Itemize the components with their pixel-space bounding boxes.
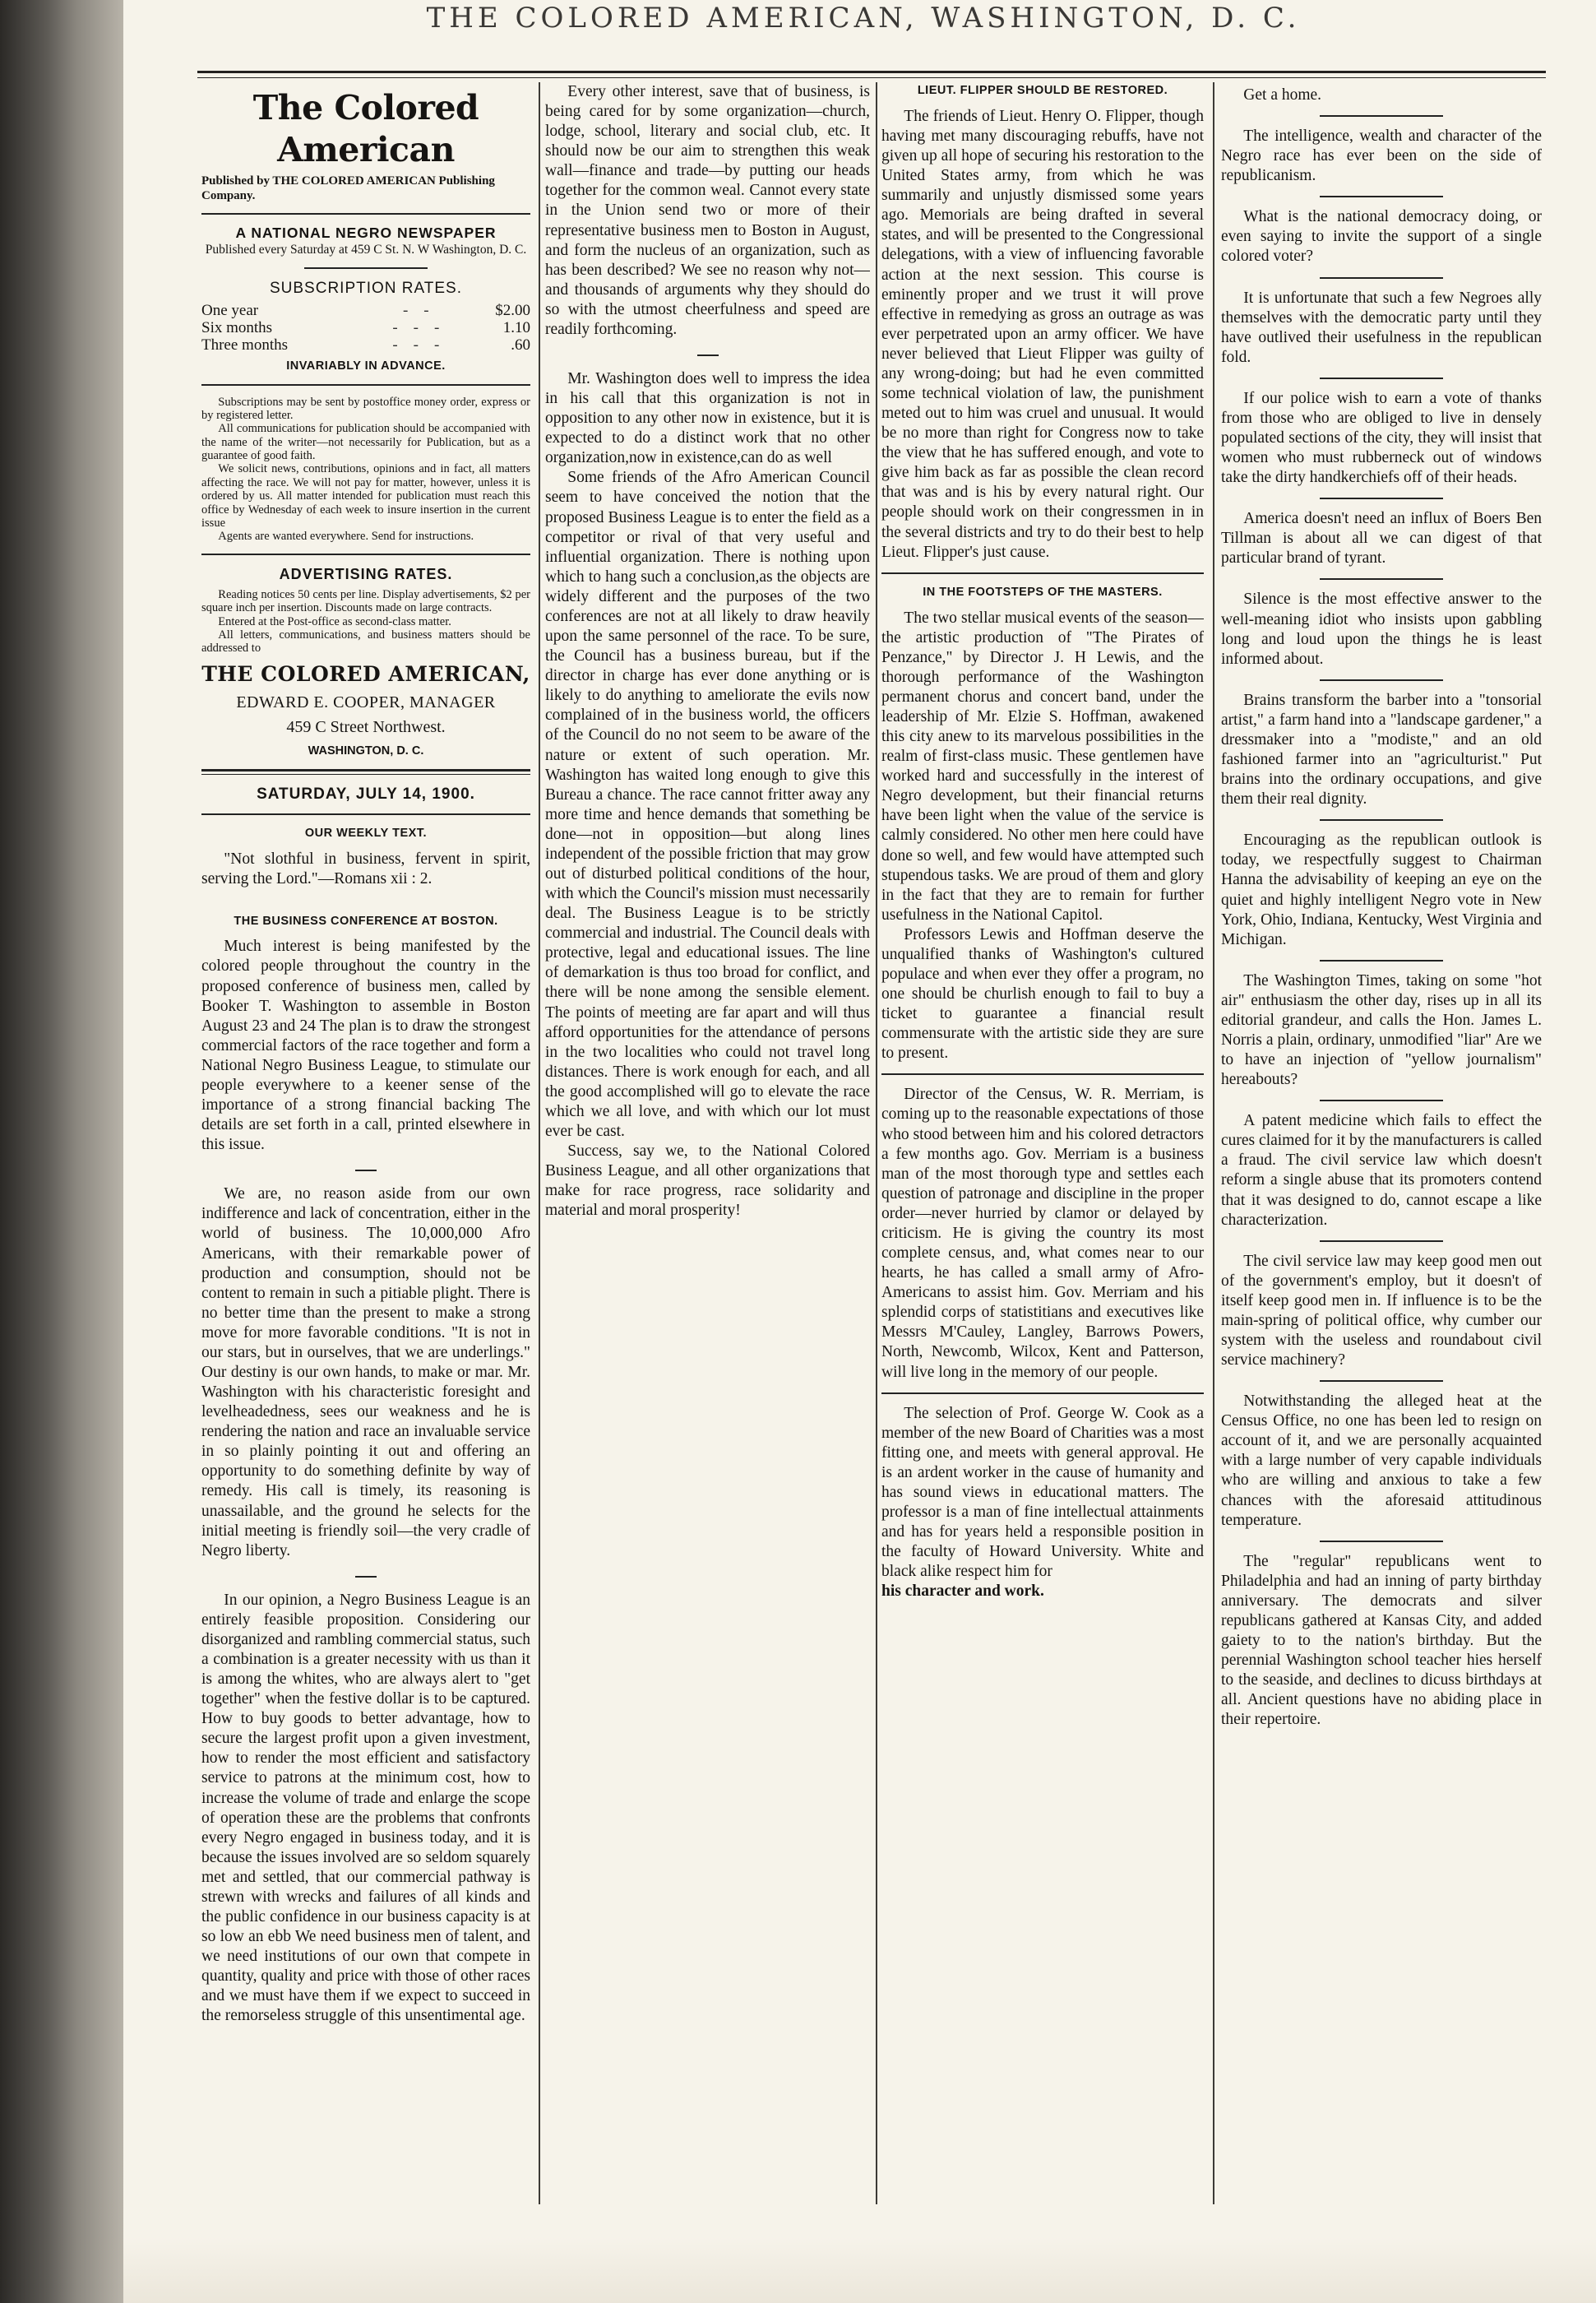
divider <box>1320 1240 1443 1242</box>
advertising-note: All letters, communications, and business matters should be addressed to <box>201 628 530 656</box>
editorial-paragraph: The Washington Times, taking on some "hot air" enthusiasm the other day, rises up in all its editorial grandeur, and calls the Hon. James L. Norris a plain, ordinary, unmodified "liar" Are we to have an injection of "yellow journalism" hereabouts? <box>1221 971 1542 1089</box>
editorial-paragraph: The "regular" republicans went to Philadelphia and had an inning of party birthday anniversary. The democrats and silver republicans gathered at Kansas City, and added gaiety to to the nation's birthday. But the perennial Washington school teacher hies herself to the seaside, and declines to dicuss birthdays at all. Ancient questions have no abiding place in their repertoire. <box>1221 1552 1542 1729</box>
divider <box>1320 1541 1443 1542</box>
weekly-text-heading: OUR WEEKLY TEXT. <box>304 827 428 841</box>
dash-separator <box>355 1170 377 1171</box>
editorial-paragraph: A patent medicine which fails to effect the cures claimed for it by the manufacturers is called a fraud. The civil service law which doesn't reform a single abuse that its promoters contend that it was designed to do, cannot escape a like characterization. <box>1221 1112 1542 1229</box>
page-bottom-shade <box>123 2237 1596 2303</box>
editorial-paragraph: Silence is the most effective answer to the well-meaning idiot who insists upon gabbling long and loud upon the things he is least informed about. <box>1221 591 1542 668</box>
weekly-text: "Not slothful in business, fervent in spirit, serving the Lord."—Romans xii : 2. <box>201 850 530 888</box>
divider <box>201 554 530 555</box>
rate-dots: - - - <box>392 336 440 354</box>
article-paragraph: Some friends of the Afro American Council seem to have conceived the notion that the proposed Business League is to enter the field as a competitor or rival of that very useful and influential organization. There is nothing upon which to hang such a conclusion,as the objects are widely different and the purposes of the two conferences are not at all likely to draw heavily upon the same personnel of the race. To be sure, the Council has a business bureau, but if the director in charge has ever done anything or is likely to do anything to ameliorate the evils now complained of in the business world, the officers of the Council do no not seem to be aware of the nature or extent of such operation. Mr. Washington has waited long enough to give this Bureau a chance. The race cannot fritter away any more time and hence demands that something be done—not in opposition—but along lines independent of the possible friction that may grow out of disturbed political conditions of the hour, with which the Council's mission must necessarily deal. The Business League is to be strictly commercial and industrial. The Council deals with protective, legal and educational issues. The line of demarkation is thus too broad for conflict, and there will be none among the sensible element. The points of meeting are far apart and will thus afford opportunities for the attendance of persons in the two localities who could not travel long distances. There is work enough for each, and all the good accomplished will go to elevate the race which we all love, and with which our lot must ever be cast. <box>545 469 870 1140</box>
office-city: WASHINGTON, D. C. <box>308 744 424 758</box>
editorial-paragraph: What is the national democracy doing, or even saying to invite the support of a single colored voter? <box>1221 208 1542 266</box>
subscription-note: We solicit news, contributions, opinions and in fact, all matters affecting the race. We will not pay for matter, however, unless it is ordered by us. All matter intended for publication must reach this office by Wednesday of each week to insure insertion in the current issue <box>201 462 530 530</box>
divider <box>1320 498 1443 499</box>
editorial-paragraph: Get a home. <box>1243 86 1322 104</box>
tagline: A NATIONAL NEGRO NEWSPAPER <box>235 225 497 242</box>
divider <box>1320 819 1443 821</box>
editorial-paragraph: It is unfortunate that such a few Negroes ally themselves with the democratic party until they have outlived their usefulness in the republican fold. <box>1221 289 1542 366</box>
divider <box>1320 115 1443 117</box>
advertising-note: Entered at the Post-office as second-class matter. <box>218 614 451 628</box>
rate-label: Three months <box>201 336 289 354</box>
advance-notice: INVARIABLY IN ADVANCE. <box>286 359 446 373</box>
divider <box>1320 1380 1443 1382</box>
top-rule-thin <box>197 77 1546 78</box>
subscription-note: Subscriptions may be sent by postoffice money order, express or by registered letter. <box>201 395 530 422</box>
divider <box>881 572 1204 574</box>
article-paragraph: Success, say we, to the National Colored Business League, and all other organizations that make for race progress, race solidarity and material and moral prosperity! <box>545 1142 870 1220</box>
rate-row <box>201 302 530 319</box>
article-paragraph: Mr. Washington does well to impress the idea in his call that this organization is not in opposition to any other now in existence, but it is expected to do a distinct work that no other organization,now in existence,can do as well <box>545 370 870 467</box>
editorial-paragraph: If our police wish to earn a vote of thanks from those who are obliged to live in densely populated sections of the city, they will insist that women who must rubberneck out of windows take the dirty handkerchiefs off of their heads. <box>1221 389 1542 487</box>
article-paragraph: Professors Lewis and Hoffman deserve the unqualified thanks of Washington's cultured populace and when ever they offer a program, no one should be churlish enough to fail to buy a ticket to guarantee a financial result commensurate with the artistic side they are sure to present. <box>881 925 1204 1063</box>
flipper-heading: LIEUT. FLIPPER SHOULD BE RESTORED. <box>917 84 1168 97</box>
article-paragraph: Every other interest, save that of business, is being cared for by some organization—church, lodge, school, literary and social club, etc. It should now be our aim to strengthen this weak wall—finance and trade—by putting our heads together for the common weal. Cannot every state in the Union send two or more of their representative business men to Boston in August, and form the nucleus of an organization, such as has been described? We see no reason why not—and thousands of arguments why they should do so with the utmost cheerfulness and speed are readily forthcoming. <box>545 83 870 338</box>
rate-row <box>201 336 530 354</box>
column-3 <box>881 82 1204 2221</box>
paper-name: THE COLORED AMERICAN, <box>201 661 530 686</box>
running-head: THE COLORED AMERICAN, WASHINGTON, D. C. <box>426 2 1301 35</box>
divider <box>1320 679 1443 681</box>
article-paragraph: Much interest is being manifested by the colored people throughout the country in the proposed conference of business men, called by Booker T. Washington to assemble in Boston August 23 and 24 The plan is to draw the strongest commercial factors of the race together and form a National Negro Business League, to stimulate our people everywhere to a keener sense of the importance of a strong financial backing The details are set forth in a call, printed elsewhere in this issue. <box>201 938 530 1154</box>
double-rule <box>201 769 530 775</box>
book-binding <box>0 0 123 2303</box>
rate-dots: - - <box>402 301 429 319</box>
divider <box>881 1392 1204 1394</box>
article-paragraph: The friends of Lieut. Henry O. Flipper, though having met many discouraging rebuffs, have not given up all hope of securing his restoration to the United States army, from which he was summarily and unjustly dismissed some years ago. Memorials are being drafted in several states, and will be presented to the Congressional delegations, with a view of influencing favorable action at the next session. This course is eminently proper and we trust it will prove effective in remedying as gross an outrage as was ever perpetrated upon an army officer. We have never believed that Lieut Flipper was guilty of any wrong-doing; but had he even committed some technical violation of law, the punishment meted out to him was cruel and unusual. It would be no more than right for Congress now to take the view that he has suffered enough, and vote to give him back as far as possible the clean record that was and is his by every natural right. Our people should work on their congressmen in in the several districts and try to do their best to help Lieut. Flipper's just cause. <box>881 107 1204 561</box>
dateline: SATURDAY, JULY 14, 1900. <box>257 785 475 803</box>
rate-label: Six months <box>201 319 273 337</box>
editorial-paragraph: America doesn't need an influx of Boers Ben Tillman is about all we can digest of that particular brand of tyrant. <box>1221 510 1542 568</box>
subscription-note: Agents are wanted everywhere. Send for instructions. <box>218 530 474 544</box>
divider <box>1320 378 1443 379</box>
subscription-heading: SUBSCRIPTION RATES. <box>269 280 462 298</box>
rate-label: One year <box>201 301 259 319</box>
column-rule-2 <box>876 82 877 2204</box>
editorial-paragraph: Encouraging as the republican outlook is today, we respectfully suggest to Chairman Hanna the advisability of keeping an eye on the quiet and highly intelligent Negro vote in New York, Ohio, Indiana, Kentucky, West Virginia and Michigan. <box>1221 832 1542 948</box>
business-conference-heading: THE BUSINESS CONFERENCE AT BOSTON. <box>234 914 498 928</box>
dash-separator <box>697 354 719 356</box>
divider <box>201 384 530 386</box>
divider <box>1320 578 1443 580</box>
article-paragraph: The selection of Prof. George W. Cook as a member of the new Board of Charities was a most fitting one, and meets with general approval. He is an ardent worker in the cause of humanity and has sound views in educational matters. The professor is a man of fine intellectual attainments and has for years held a responsible position in the faculty of Howard University. White and black alike respect him for <box>881 1404 1204 1581</box>
rate-amount: .60 <box>511 336 530 354</box>
rate-amount: $2.00 <box>495 301 530 319</box>
divider <box>1320 196 1443 197</box>
divider <box>1320 277 1443 279</box>
column-4 <box>1221 82 1542 2221</box>
dash-separator <box>355 1576 377 1578</box>
subscription-note: All communications for publication should be accompanied with the name of the writer—not necessarily for Publication, but as a guarantee of good faith. <box>201 422 530 463</box>
rate-dots: - - - <box>392 319 440 337</box>
cook-closing: his character and work. <box>881 1582 1044 1601</box>
rate-row <box>201 319 530 336</box>
advertising-heading: ADVERTISING RATES. <box>279 565 453 582</box>
divider <box>201 213 530 215</box>
editorial-paragraph: The intelligence, wealth and character of the Negro race has ever been on the side of republicanism. <box>1221 127 1542 185</box>
subscription-table <box>201 302 530 354</box>
top-rule <box>197 71 1546 73</box>
editorial-paragraph: Notwithstanding the alleged heat at the Census Office, no one has been led to resign on account of it, and we are personally acquainted with a large number of very capable individuals who are willing and anxious to take a few chances with the aforesaid attitudinous temperature. <box>1221 1392 1542 1529</box>
masthead-title: The Colored American <box>252 88 479 169</box>
column-rule-1 <box>539 82 540 2204</box>
article-paragraph: In our opinion, a Negro Business League is an entirely feasible proposition. Considering our disorganized and rambling commercial status, such a combination is a greater necessity with us than it is among the whites, who are always alert to "get together" when the festive dollar is to be captured. How to buy goods to better advantage, how to secure the largest profit upon a given investment, how to render the most efficient and satisfactory service to patrons at the minimum cost, how to increase the volume of trade and enlarge the scope of operation these are the problems that confronts every Negro engaged in business today, and it is because the issues involved are so seldom squarely met and settled, that our commercial pathway is strewn with wrecks and failures of all kinds and the public confidence in our business capacity is at so low an ebb We need business men of talent, and we need institutions of our own that compete in quantity, quality and price with those of other races and we must have them if we expect to succeed in the remorseless struggle of this unsentimental age. <box>201 1591 530 2025</box>
divider <box>304 267 428 269</box>
advertising-note: Reading notices 50 cents per line. Display advertisements, $2 per square inch per insertion. Discounts made on large contracts. <box>201 587 530 615</box>
masters-heading: IN THE FOOTSTEPS OF THE MASTERS. <box>923 585 1163 599</box>
article-paragraph: The two stellar musical events of the season—the artistic production of "The Pirates of Penzance," by Director J. H Lewis, and the thorough performance of the Washington permanent chorus and concert band, under the leadership of Mr. Elzie S. Hoffman, awakened this city anew to its marvelous possibilities in the realm of first-class music. These gentlemen have worked hard and successfully in the interest of Negro development, but their financial returns have been light when the value of the service is calmly considered. No other men here could have done so well, and few would have attempted such stupendous tasks. We are proud of them and glory in the fact that they are to remain for further usefulness in the National Capitol. <box>881 609 1204 924</box>
published-every: Published every Saturday at 459 C St. N. W Washington, D. C. <box>205 242 527 257</box>
divider <box>881 1073 1204 1075</box>
article-paragraph: We are, no reason aside from our own indifference and lack of concentration, either in the world of business. The 10,000,000 Afro Americans, with their remarkable power of production and consumption, should not be content to remain in such a pitiable plight. There is no better time than the present to make a strong move for more favorable conditions. "It is not in our stars, but in ourselves, that we are underlings." Our destiny is our own hands, to make or mar. Mr. Washington with his characteristic foresight and levelheadedness, sees our weakness and he is rendering the nation and race an invaluable service in so plainly pointing it out and offering an opportunity to do something definite by way of remedy. His call is timely, its reasoning is unassailable, and the ground he selects for the initial meeting is friendly soil—the very cradle of Negro liberty. <box>201 1185 530 1559</box>
article-paragraph: Director of the Census, W. R. Merriam, is coming up to the reasonable expectations of those who stood between him and his colored detractors a few months ago. Gov. Merriam is a business man of the most thorough type and settles each question of patronage and discipline in the proper order—never hurried by clamor or delayed by criticism. He is giving the country its most complete census, and, what comes near to our hearts, he has called a small army of Afro-Americans to assist him. Gov. Merriam and his splendid corps of statistitians and executives like Messrs M'Cauley, Langley, Barrows Powers, North, Newcomb, Wilcox, Kent and Patterson, will live long in the memory of our people. <box>881 1086 1204 1381</box>
manager: EDWARD E. COOPER, MANAGER <box>236 693 496 711</box>
divider <box>1320 1100 1443 1101</box>
column-2 <box>545 82 870 2221</box>
office-address: 459 C Street Northwest. <box>286 718 446 737</box>
rate-amount: 1.10 <box>502 319 530 337</box>
divider <box>201 813 530 815</box>
editorial-paragraph: Brains transform the barber into a "tonsorial artist," a farm hand into a "landscape gardener," a dressmaker into a "modiste," and an old fashioned farmer into an "agriculturist." Put brains into the ordinary occupations, and give them their real dignity. <box>1221 691 1542 809</box>
editorial-paragraph: The civil service law may keep good men out of the government's employ, but it doesn't of itself keep good men in. If influence is to be the main-spring of political office, why cumber our system with the useless and roundabout civil service machinery? <box>1221 1252 1542 1369</box>
divider <box>1320 960 1443 962</box>
published-by: Published by THE COLORED AMERICAN Publishing Company. <box>201 174 495 203</box>
column-rule-3 <box>1213 82 1214 2204</box>
column-1 <box>201 82 530 2221</box>
